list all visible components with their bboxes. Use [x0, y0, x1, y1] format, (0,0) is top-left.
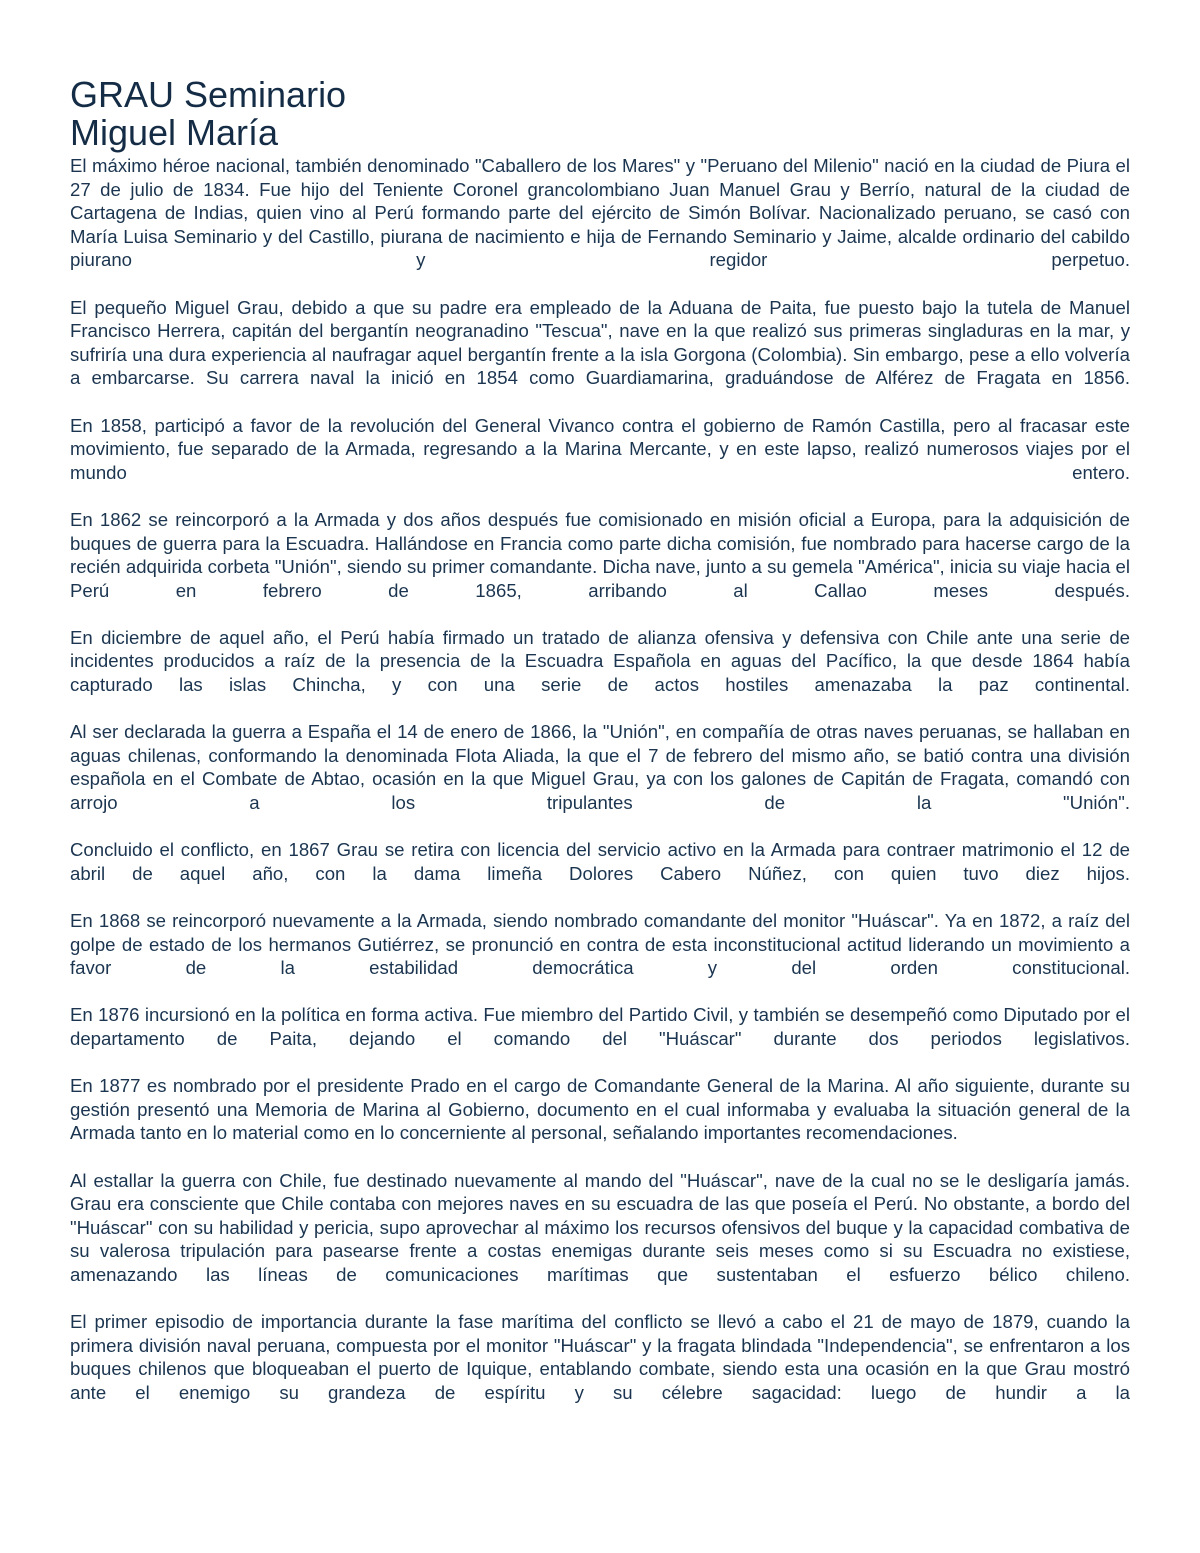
paragraph-birth: El máximo héroe nacional, también denominado "Caballero de los Mares" y "Peruano del Milenio" nació en la ciudad de Piura el 27 de julio de 1834. Fue hijo del Teniente Coronel grancolombiano Juan Manuel Grau y Berrío, natural de la ciudad de Cartagena de Indias, quien vino al Perú formando parte del ejército de Simón Bolívar. Nacionalizado peruano, se casó con María Luisa Seminario y del Castillo, piurana de nacimiento e hija de Fernando Seminario y Jaime, alcalde ordinario del cabildo piurano y regidor perpetuo.: [70, 155, 1130, 271]
document-body: [70, 154, 1130, 1404]
paragraph-abtao: Al ser declarada la guerra a España el 14 de enero de 1866, la "Unión", en compañía de otras naves peruanas, se hallaban en aguas chilenas, conformando la denominada Flota Aliada, la que el 7 de febrero del mismo año, se batió contra una división española en el Combate de Abtao, ocasión en la que Miguel Grau, ya con los galones de Capitán de Fragata, comandó con arrojo a los tripulantes de la "Unión".: [70, 721, 1130, 814]
paragraph-1877: En 1877 es nombrado por el presidente Prado en el cargo de Comandante General de la Marina. Al año siguiente, durante su gestión presentó una Memoria de Marina al Gobierno, documento en el cual informaba y evaluaba la situación general de la Armada tanto en lo material como en lo concerniente al personal, señalando importantes recomendaciones.: [70, 1075, 1130, 1144]
title-given-names: Miguel María: [70, 112, 279, 153]
document-page: [70, 76, 1130, 1404]
paragraph-iquique: El primer episodio de importancia durante la fase marítima del conflicto se llevó a cabo el 21 de mayo de 1879, cuando la primera división naval peruana, compuesta por el monitor "Huáscar" y la fragata blindada "Independencia", se enfrentaron a los buques chilenos que bloqueaban el puerto de Iquique, entablando combate, siendo esta una ocasión en la que Grau mostró ante el enemigo su grandeza de espíritu y su célebre sagacidad: luego de hundir a la: [70, 1311, 1130, 1403]
paragraph-war-chile: Al estallar la guerra con Chile, fue destinado nuevamente al mando del "Huáscar", nave de la cual no se le desligaría jamás. Grau era consciente que Chile contaba con mejores naves en su escuadra de las que poseía el Perú. No obstante, a bordo del "Huáscar" con su habilidad y pericia, supo aprovechar al máximo los recursos ofensivos del buque y la capacidad combativa de su valerosa tripulación para pasearse frente a costas enemigas durante seis meses como si su Escuadra no existiese, amenazando las líneas de comunicaciones marítimas que sustentaban el esfuerzo bélico chileno.: [70, 1169, 1130, 1285]
paragraph-1876: En 1876 incursionó en la política en forma activa. Fue miembro del Partido Civil, y también se desempeñó como Diputado por el departamento de Paita, dejando el comando del "Huáscar" durante dos periodos legislativos.: [70, 1004, 1130, 1049]
paragraph-1858: En 1858, participó a favor de la revolución del General Vivanco contra el gobierno de Ramón Castilla, pero al fracasar este movimiento, fue separado de la Armada, regresando a la Marina Mercante, y en este lapso, realizó numerosos viajes por el mundo entero.: [70, 414, 1130, 483]
paragraph-1867: Concluido el conflicto, en 1867 Grau se retira con licencia del servicio activo en la Armada para contraer matrimonio el 12 de abril de aquel año, con la dama limeña Dolores Cabero Núñez, con quien tuvo diez hijos.: [70, 839, 1130, 884]
paragraph-alliance: En diciembre de aquel año, el Perú había firmado un tratado de alianza ofensiva y defensiva con Chile ante una serie de incidentes producidos a raíz de la presencia de la Escuadra Española en aguas del Pacífico, la que desde 1864 había capturado las islas Chincha, y con una serie de actos hostiles amenazaba la paz continental.: [70, 626, 1130, 696]
paragraph-1868: En 1868 se reincorporó nuevamente a la Armada, siendo nombrado comandante del monitor "Huáscar". Ya en 1872, a raíz del golpe de estado de los hermanos Gutiérrez, se pronunció en contra de esta inconstitucional actitud liderando un movimiento a favor de la estabilidad democrática y del orden constitucional.: [70, 910, 1130, 979]
title-surname: GRAU Seminario: [70, 74, 347, 115]
paragraph-1862: En 1862 se reincorporó a la Armada y dos años después fue comisionado en misión oficial a Europa, para la adquisición de buques de guerra para la Escuadra. Hallándose en Francia como parte dicha comisión, fue nombrado para hacerse cargo de la recién adquirida corbeta "Unión", siendo su primer comandante. Dicha nave, junto a su gemela "América", inicia su viaje hacia el Perú en febrero de 1865, arribando al Callao meses después.: [70, 508, 1130, 601]
document-title: [70, 76, 1130, 152]
paragraph-early-career: El pequeño Miguel Grau, debido a que su padre era empleado de la Aduana de Paita, fue puesto bajo la tutela de Manuel Francisco Herrera, capitán del bergantín neogranadino "Tescua", nave en la que realizó sus primeras singladuras en la mar, y sufriría una dura experiencia al naufragar aquel bergantín frente a la isla Gorgona (Colombia). Sin embargo, pese a ello volvería a embarcarse. Su carrera naval la inició en 1854 como Guardiamarina, graduándose de Alférez de Fragata en 1856.: [70, 296, 1130, 389]
